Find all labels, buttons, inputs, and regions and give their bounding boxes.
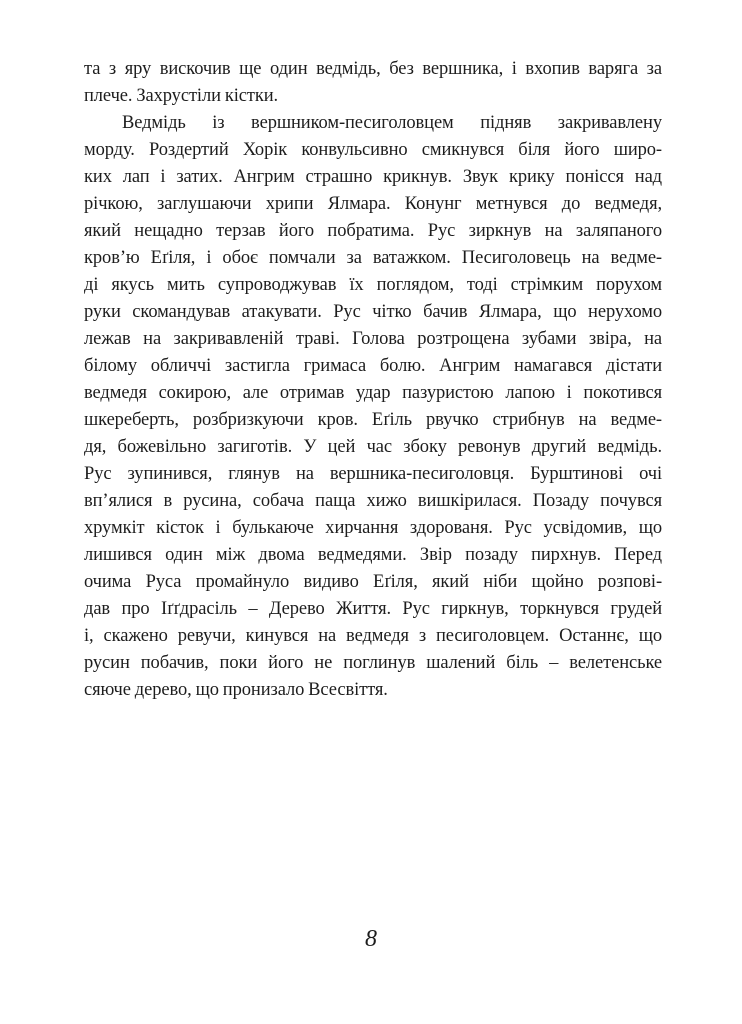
page-text xyxy=(84,56,662,704)
text-line: руки скомандував атакувати. Рус чітко бачив Ялмара, що нерухомо xyxy=(84,302,662,322)
text-line: вп’ялися в русина, собача паща хижо вишкірилася. Позаду почувся xyxy=(84,491,662,511)
text-line: шкереберть, розбризкуючи кров. Еґіль рвучко стрибнув на ведме- xyxy=(84,410,662,430)
text-line: сяюче дерево, що пронизало Всесвіття. xyxy=(84,680,388,700)
text-line: кров’ю Еґіля, і обоє помчали за ватажком. Песиголовець на ведме- xyxy=(84,248,662,268)
text-line: лежав на закривавленій траві. Голова розтрощена зубами звіра, на xyxy=(84,329,662,349)
text-line: лишився один між двома ведмедями. Звір позаду пирхнув. Перед xyxy=(84,545,662,565)
text-line: Ведмідь із вершником-песиголовцем підняв закривавлену xyxy=(122,113,662,133)
text-line: та з яру вискочив ще один ведмідь, без вершника, і вхопив варяга за xyxy=(84,59,662,79)
text-line: дя, божевільно загиготів. У цей час збоку ревонув другий ведмідь. xyxy=(84,437,662,457)
text-line: хрумкіт кісток і булькаюче хирчання здорованя. Рус усвідомив, що xyxy=(84,518,662,538)
text-line: і, скажено ревучи, кинувся на ведмедя з песиголовцем. Останнє, що xyxy=(84,626,662,646)
text-line: дав про Іґґдрасіль – Дерево Життя. Рус гиркнув, торкнувся грудей xyxy=(84,599,662,619)
text-line: Рус зупинився, глянув на вершника-песиголовця. Бурштинові очі xyxy=(84,464,662,484)
text-line: морду. Роздертий Хорік конвульсивно смикнувся біля його широ- xyxy=(84,140,662,160)
text-line: ких лап і затих. Ангрим страшно крикнув. Звук крику понісся над xyxy=(84,167,662,187)
text-line: очима Руса промайнуло видиво Еґіля, який ніби щойно розпові- xyxy=(84,572,662,592)
text-line: ді якусь мить супроводжував їх поглядом, тоді стрімким порухом xyxy=(84,275,662,295)
text-line: білому обличчі застигла гримаса болю. Ангрим намагався дістати xyxy=(84,356,662,376)
text-line: ведмедя сокирою, але отримав удар пазуристою лапою і покотився xyxy=(84,383,662,403)
text-line: русин побачив, поки його не поглинув шалений біль – велетенське xyxy=(84,653,662,673)
text-line: який нещадно терзав його побратима. Рус зиркнув на заляпаного xyxy=(84,221,662,241)
text-line: плече. Захрустіли кістки. xyxy=(84,86,279,106)
page-number: 8 xyxy=(365,926,377,952)
text-line: річкою, заглушаючи хрипи Ялмара. Конунг метнувся до ведмедя, xyxy=(84,194,662,214)
